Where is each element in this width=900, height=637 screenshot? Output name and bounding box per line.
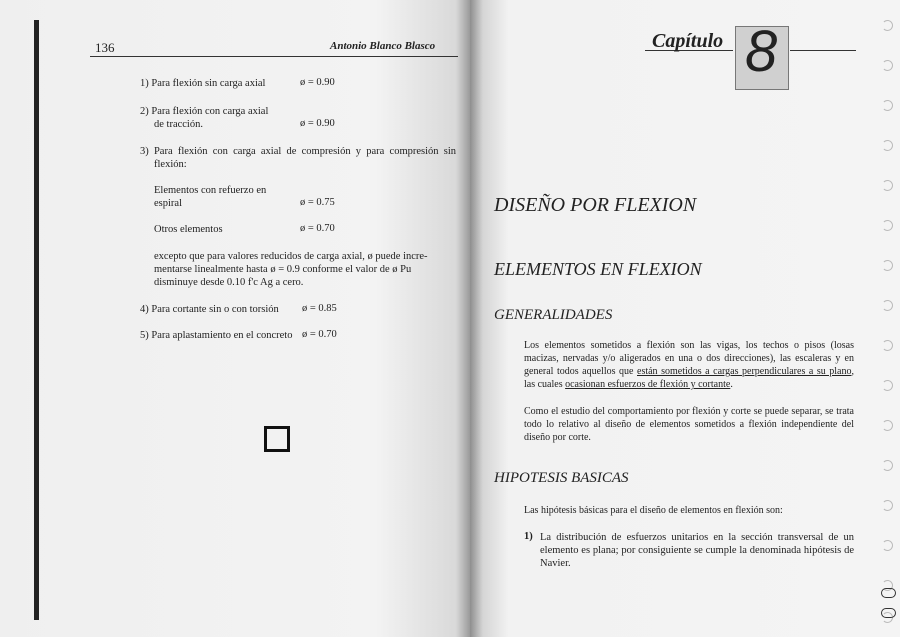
phi-value-4: ø = 0.85	[302, 303, 337, 314]
list-item-3: 3) Para flexión con carga axial de compresión y para compresión sin	[140, 146, 456, 157]
phi-value-1: ø = 0.90	[300, 77, 335, 88]
list-item-5: 5) Para aplastamiento en el concreto	[140, 330, 293, 341]
list-item-4: 4) Para cortante sin o con torsión	[140, 304, 279, 315]
phi-value-spiral: ø = 0.75	[300, 197, 335, 208]
ring-binding-hole	[882, 540, 893, 551]
spiral-label: Elementos con refuerzo en	[154, 185, 267, 196]
hypothesis-number: 1)	[524, 531, 533, 542]
chapter-rule-right	[790, 50, 856, 51]
section-heading: ELEMENTOS EN FLEXION	[494, 259, 702, 279]
ring-binding-hole	[882, 460, 893, 471]
paragraph-hipotesis-intro: Las hipótesis básicas para el diseño de elementos en flexión son:	[524, 505, 783, 516]
list-item-1: 1) Para flexión sin carga axial	[140, 78, 266, 89]
exception-line-1: excepto que para valores reducidos de carga axial, ø puede incre-	[154, 251, 428, 262]
end-of-section-square	[264, 426, 290, 452]
ring-binding-hole	[881, 608, 896, 618]
list-item-2-cont: de tracción.	[154, 119, 203, 130]
subsection-heading-generalidades: GENERALIDADES	[494, 307, 613, 323]
hypothesis-1: La distribución de esfuerzos unitarios en la sección transversal de un elemento es plana; por consiguiente se cumple la denominada hipótesis de Navier.	[540, 532, 854, 569]
exception-line-2: mentarse linealmente hasta ø = 0.9 conforme el valor de ø Pu	[154, 264, 412, 275]
list-item-2: 2) Para flexión con carga axial	[140, 106, 269, 117]
underlined-text: ocasionan esfuerzos de flexión y cortante	[565, 379, 731, 390]
paragraph-text: Los elementos sometidos a flexión son las vigas, los techos o pisos (losas macizas, nervadas y/o aligerados en una o dos direcciones), las escaleras y en general todos aquellos que	[524, 340, 854, 377]
ring-binding-hole	[882, 260, 893, 271]
paragraph-generalidades	[524, 339, 854, 391]
list-item-3-cont: flexión:	[154, 159, 187, 170]
spiral-label-cont: espiral	[154, 198, 182, 209]
ring-binding-hole	[882, 100, 893, 111]
ring-binding-hole	[881, 588, 896, 598]
ring-binding-hole	[882, 60, 893, 71]
subsection-heading-hipotesis: HIPOTESIS BASICAS	[494, 470, 629, 486]
phi-value-5: ø = 0.70	[302, 329, 337, 340]
ring-binding-hole	[882, 180, 893, 191]
chapter-label: Capítulo	[652, 30, 724, 52]
ring-binding-hole	[882, 340, 893, 351]
ring-binding-hole	[882, 300, 893, 311]
phi-value-2: ø = 0.90	[300, 118, 335, 129]
ring-binding-hole	[882, 220, 893, 231]
ring-binding-hole	[882, 20, 893, 31]
paragraph-text: , las cuales	[524, 366, 854, 390]
chapter-number: 8	[745, 19, 778, 84]
running-head: Antonio Blanco Blasco	[330, 40, 436, 52]
ring-binding-hole	[882, 380, 893, 391]
header-rule	[90, 56, 458, 57]
underlined-text: están sometidos a cargas perpendiculares a su plano	[637, 366, 852, 377]
ring-binding-hole	[882, 420, 893, 431]
ring-binding-hole	[882, 500, 893, 511]
page-number: 136	[95, 40, 115, 55]
others-label: Otros elementos	[154, 224, 223, 235]
phi-value-others: ø = 0.70	[300, 223, 335, 234]
chapter-title: DISEÑO POR FLEXION	[494, 194, 697, 216]
paragraph-comportamiento: Como el estudio del comportamiento por flexión y corte se puede separar, se trata todo lo relativo al diseño de elementos sometidos a flexión independiente del diseño por corte.	[524, 406, 854, 443]
paragraph-text: .	[730, 379, 733, 390]
binding-edge	[34, 20, 39, 620]
exception-line-3: disminuye desde 0.10 f'c Ag a cero.	[154, 277, 304, 288]
ring-binding-hole	[882, 140, 893, 151]
